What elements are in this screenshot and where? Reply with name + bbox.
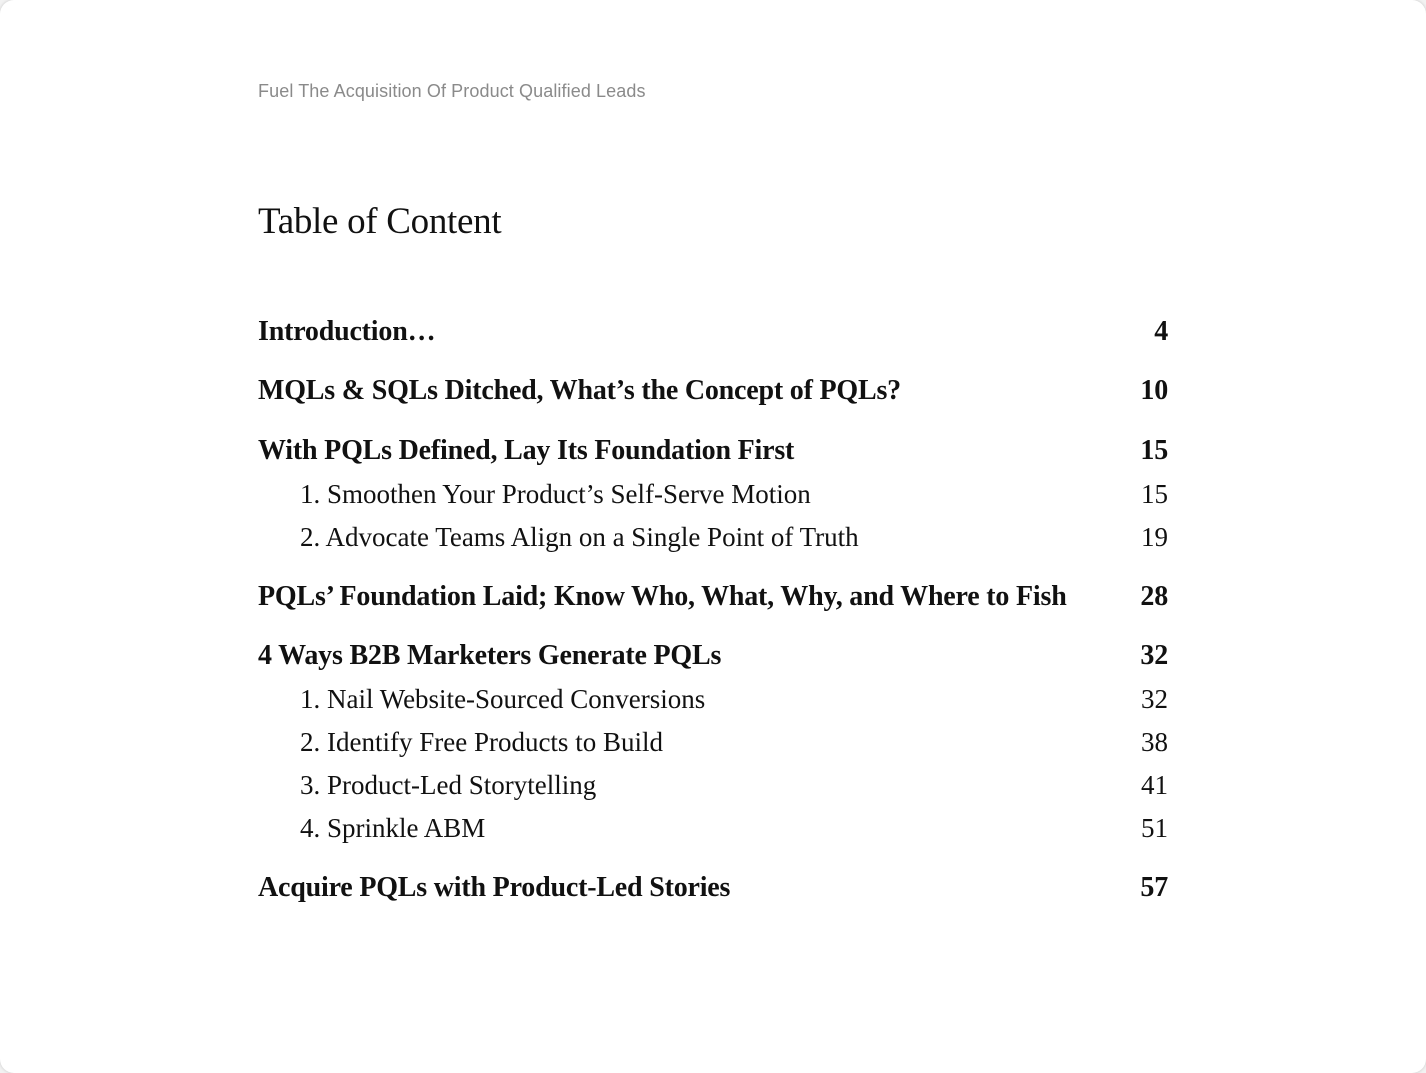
toc-entry-section[interactable] [258,813,1168,844]
toc-entry-page-number: 4 [1154,316,1168,347]
page-title: Table of Content [258,201,502,242]
toc-entry-label: MQLs & SQLs Ditched, What’s the Concept of PQLs? [258,375,901,406]
toc-entry-page-number: 57 [1140,872,1168,903]
toc-entry-page-number: 38 [1141,727,1168,757]
toc-entry-page-number: 51 [1141,813,1168,843]
toc-entry-page-number: 19 [1141,522,1168,552]
toc-entry-label: PQLs’ Foundation Laid; Know Who, What, Why, and Where to Fish [258,581,1067,612]
toc-entry-label: 3. Product-Led Storytelling [300,770,597,800]
toc-entry-chapter[interactable] [258,872,1168,904]
toc-entry-chapter[interactable] [258,375,1168,407]
toc-entry-chapter[interactable] [258,435,1168,467]
toc-entry-page-number: 28 [1140,581,1168,612]
toc-entry-section[interactable] [258,684,1168,715]
toc-entry-label: 2. Identify Free Products to Build [300,727,663,757]
toc-entry-page-number: 41 [1141,770,1168,800]
toc-entry-label: Acquire PQLs with Product-Led Stories [258,872,731,903]
toc-entry-label: 4 Ways B2B Marketers Generate PQLs [258,640,722,671]
toc-entry-label: 1. Smoothen Your Product’s Self-Serve Motion [300,479,811,509]
toc-entry-label: Introduction… [258,316,436,347]
toc-entry-page-number: 15 [1141,479,1168,509]
toc-entry-section[interactable] [258,727,1168,758]
toc-entry-chapter[interactable] [258,640,1168,672]
toc-entry-label: 2. Advocate Teams Align on a Single Point of Truth [300,522,859,552]
toc-entry-page-number: 32 [1140,640,1168,671]
toc-entry-label: 1. Nail Website-Sourced Conversions [300,684,706,714]
toc-entry-page-number: 10 [1140,375,1168,406]
toc-entry-page-number: 15 [1140,435,1168,466]
toc-entry-label: 4. Sprinkle ABM [300,813,486,843]
toc-entry-section[interactable] [258,522,1168,553]
toc-entry-chapter[interactable] [258,581,1168,613]
toc-entry-section[interactable] [258,479,1168,510]
running-header: Fuel The Acquisition Of Product Qualified Leads [258,81,646,101]
toc-entry-page-number: 32 [1141,684,1168,714]
toc-entry-chapter[interactable] [258,316,1168,348]
toc-entry-section[interactable] [258,770,1168,801]
toc-entry-label: With PQLs Defined, Lay Its Foundation First [258,435,795,466]
